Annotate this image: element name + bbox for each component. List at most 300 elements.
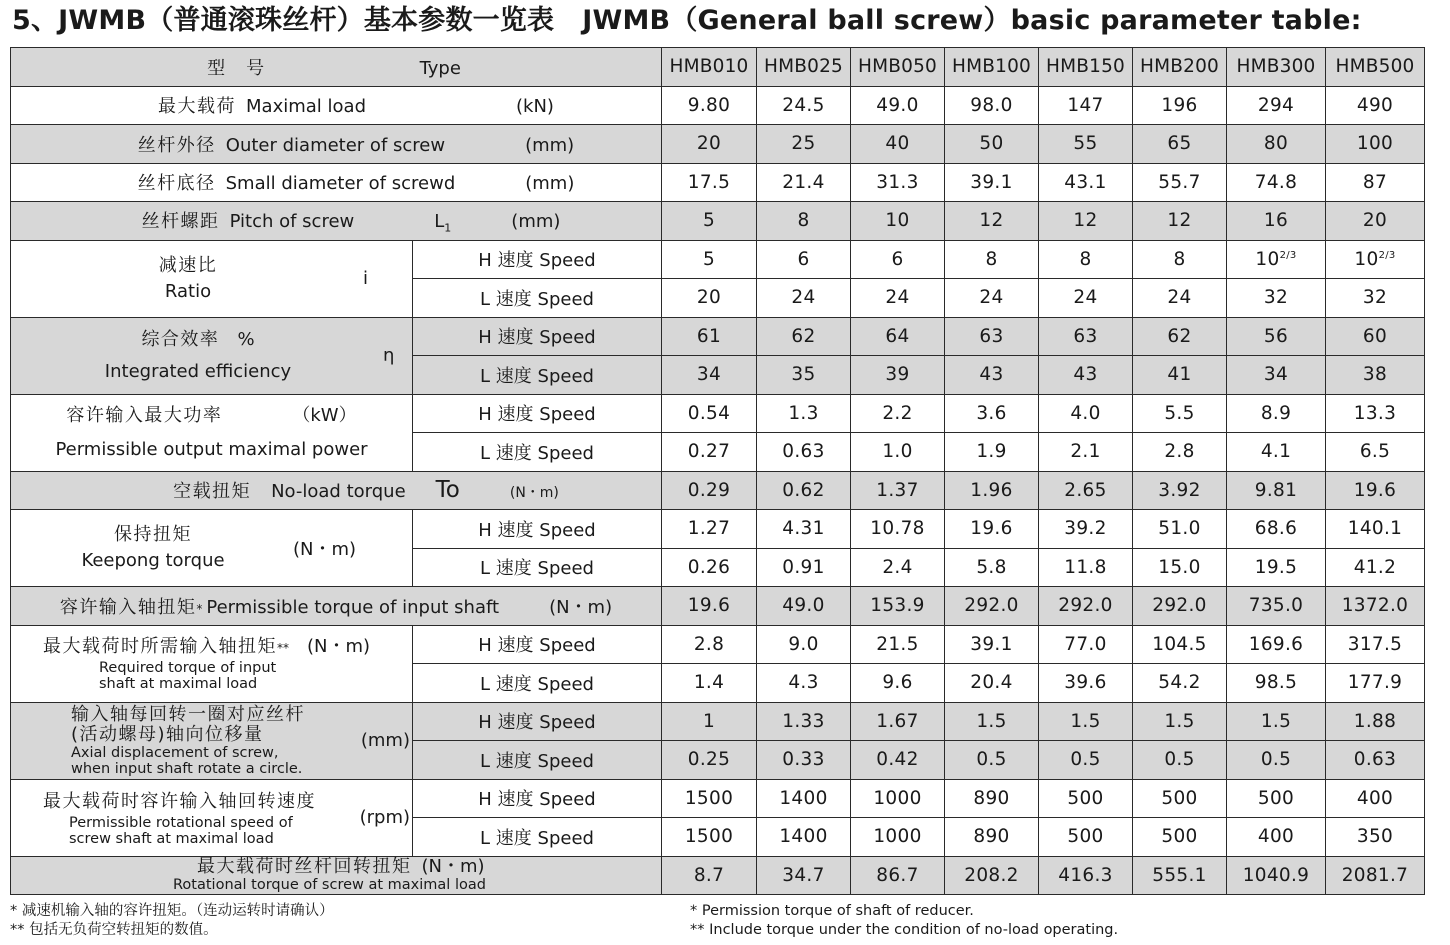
fraction-text: 2/3: [1279, 250, 1297, 262]
axial_disp-l-value-2: [851, 741, 945, 780]
value-cell-text: 208.2: [964, 864, 1019, 886]
value-cell-text: 10: [1255, 249, 1280, 271]
ratio-l-value-2: [851, 279, 945, 318]
outer_diameter-values-value-4: [1039, 125, 1133, 164]
required_torque-h-value-6: [1227, 625, 1326, 664]
ratio-h-value-1: [757, 240, 851, 279]
max_power-label: [11, 394, 413, 471]
label-unit: (mm): [511, 210, 561, 232]
label-symbol: i: [363, 268, 369, 289]
value-cell-text: 1000: [873, 826, 922, 848]
value-cell-text: 0.25: [687, 749, 731, 771]
value-cell-text: 0.62: [782, 479, 825, 501]
ratio-h-value-2: [851, 240, 945, 279]
footnote-cn-1: * 减速机输入轴的容许扭矩。（连动运转时请确认）: [10, 903, 334, 919]
small_diameter-values-value-4: [1039, 163, 1133, 202]
max_power-l-value-0: [662, 433, 757, 472]
table-row: [11, 394, 1425, 433]
model-name: HMB010: [669, 56, 749, 78]
title-en: JWMB（General ball screw）basic parameter table:: [582, 5, 1362, 36]
axial_disp-h-value-7: [1326, 702, 1425, 741]
label-symbol: L: [434, 210, 445, 232]
noload_torque-label: [11, 471, 662, 510]
label-unit: （kW）: [292, 404, 357, 426]
max_power-speed-h: [413, 394, 662, 433]
efficiency-l-value-5: [1133, 356, 1227, 395]
label-pct: %: [237, 328, 255, 350]
label-symbol: To: [435, 477, 460, 504]
efficiency-h-value-2: [851, 317, 945, 356]
value-cell-text: 8: [1079, 249, 1092, 271]
speed-l-label: L 速度 Speed: [480, 673, 594, 695]
pitch-values-value-3: [945, 202, 1039, 241]
value-cell-text: 1.0: [882, 441, 913, 463]
model-header-3: [945, 48, 1039, 87]
rot_speed-l-value-4: [1039, 818, 1133, 857]
value-cell-text: 890: [973, 787, 1010, 809]
value-cell-text: 55: [1073, 133, 1098, 155]
label-unit: (N・m): [293, 539, 357, 560]
speed-h-label: H 速度 Speed: [478, 712, 596, 734]
value-cell-text: 1.3: [788, 402, 819, 424]
value-cell-text: 43: [979, 364, 1004, 386]
label-cn: 容许输入轴扭矩: [59, 596, 197, 618]
input_torque-values-value-4: [1039, 587, 1133, 626]
value-cell-text: 104.5: [1152, 633, 1207, 655]
speed-h-label: H 速度 Speed: [478, 404, 596, 426]
input_torque-values-value-2: [851, 587, 945, 626]
value-cell-text: 400: [1257, 826, 1295, 848]
value-cell-text: 65: [1167, 133, 1192, 155]
required_torque-label: [11, 625, 413, 702]
value-cell-text: 39: [885, 364, 910, 386]
value-cell-text: 20: [1362, 210, 1388, 232]
value-cell-text: 1.88: [1353, 710, 1397, 732]
ratio-speed-h: [413, 240, 662, 279]
max_load-values-value-4: [1039, 86, 1133, 125]
value-cell-text: 19.6: [970, 518, 1013, 540]
speed-l-label: L 速度 Speed: [480, 365, 594, 387]
value-cell-text: 153.9: [870, 595, 925, 617]
axial_disp-h-value-2: [851, 702, 945, 741]
small_diameter-label: [11, 163, 662, 202]
value-cell-text: 0.27: [687, 441, 731, 463]
label-en: No-load torque: [271, 481, 406, 503]
value-cell-text: 43: [1073, 364, 1098, 386]
label-cn: 最大载荷时丝杆回转扭矩: [197, 856, 412, 878]
label-cn: 空载扭矩: [173, 481, 252, 503]
required_torque-l-value-4: [1039, 664, 1133, 703]
value-cell-text: 55.7: [1158, 171, 1201, 193]
table-row: [11, 163, 1425, 202]
label-cn: 最大载荷时所需输入轴扭矩: [43, 636, 277, 657]
value-cell-text: 0.33: [782, 749, 825, 771]
value-cell-text: 890: [973, 826, 1010, 848]
value-cell-text: 1400: [779, 826, 828, 848]
table-row: [11, 510, 1425, 549]
keeping_torque-h-value-5: [1133, 510, 1227, 549]
max_power-l-value-3: [945, 433, 1039, 472]
input_torque-values-value-6: [1227, 587, 1326, 626]
small_diameter-values-value-6: [1227, 163, 1326, 202]
table-row: [11, 471, 1425, 510]
value-cell-text: 1400: [779, 787, 828, 809]
type-en: Type: [419, 57, 461, 79]
ratio-speed-l: [413, 279, 662, 318]
axial_disp-h-value-5: [1133, 702, 1227, 741]
value-cell-text: 5: [702, 249, 716, 271]
noload_torque-values-value-7: [1326, 471, 1425, 510]
max_load-values-value-7: [1326, 86, 1425, 125]
outer_diameter-label: [11, 125, 662, 164]
rot_speed-h-value-1: [757, 779, 851, 818]
value-cell-text: 1.5: [976, 710, 1007, 732]
value-cell-text: 20.4: [970, 672, 1013, 694]
value-cell-text: 1372.0: [1341, 595, 1409, 617]
required_torque-h-value-7: [1326, 625, 1425, 664]
value-cell-text: 19.6: [687, 595, 731, 617]
ratio-l-value-7: [1326, 279, 1425, 318]
max_power-l-value-4: [1039, 433, 1133, 472]
label-en-2: screw shaft at maximal load: [69, 830, 274, 847]
max_power-h-value-1: [757, 394, 851, 433]
value-cell-text: 0.5: [1070, 749, 1101, 771]
rot_speed-l-value-6: [1227, 818, 1326, 857]
value-cell-text: 0.63: [1353, 749, 1397, 771]
axial_disp-h-value-4: [1039, 702, 1133, 741]
rot_torque-values-value-2: [851, 856, 945, 895]
max_power-h-value-6: [1227, 394, 1326, 433]
value-cell-text: 10.78: [870, 518, 925, 540]
keeping_torque-l-value-0: [662, 548, 757, 587]
efficiency-h-value-6: [1227, 317, 1326, 356]
label-unit: (N・m): [307, 636, 371, 657]
input_torque-label: [11, 587, 662, 626]
pitch-values-value-1: [757, 202, 851, 241]
value-cell-text: 24: [885, 287, 910, 309]
ratio-label: [11, 240, 413, 317]
axial_disp-l-value-3: [945, 741, 1039, 780]
outer_diameter-values-value-2: [851, 125, 945, 164]
axial_disp-h-value-3: [945, 702, 1039, 741]
keeping_torque-h-value-0: [662, 510, 757, 549]
table-row: [11, 702, 1425, 741]
value-cell-text: 0.42: [876, 749, 919, 771]
max_load-values-value-3: [945, 86, 1039, 125]
efficiency-l-value-3: [945, 356, 1039, 395]
rot_torque-values-value-0: [662, 856, 757, 895]
keeping_torque-h-value-7: [1326, 510, 1425, 549]
value-cell-text: 735.0: [1248, 595, 1304, 617]
value-cell-text: 9.0: [788, 633, 819, 655]
outer_diameter-values-value-5: [1133, 125, 1227, 164]
axial_disp-h-value-1: [757, 702, 851, 741]
value-cell-text: 34: [1263, 364, 1289, 386]
small_diameter-values-value-1: [757, 163, 851, 202]
keeping_torque-l-value-2: [851, 548, 945, 587]
value-cell-text: 24.5: [782, 94, 825, 116]
parameter-table-body: [11, 48, 1425, 895]
label-subscript: 1: [444, 221, 452, 235]
value-cell-text: 68.6: [1254, 518, 1298, 540]
value-cell-text: 13.3: [1353, 402, 1397, 424]
speed-l-label: L 速度 Speed: [480, 827, 594, 849]
max_load-values-value-0: [662, 86, 757, 125]
label-en-1: Axial displacement of screw,: [71, 744, 279, 761]
value-cell-text: 38: [1362, 364, 1388, 386]
ratio-h-value-0: [662, 240, 757, 279]
value-cell-text: 39.2: [1064, 518, 1107, 540]
required_torque-h-value-1: [757, 625, 851, 664]
value-cell-text: 16: [1263, 210, 1289, 232]
keeping_torque-h-value-4: [1039, 510, 1133, 549]
axial_disp-l-value-4: [1039, 741, 1133, 780]
efficiency-h-value-0: [662, 317, 757, 356]
outer_diameter-values-value-7: [1326, 125, 1425, 164]
axial_disp-h-value-6: [1227, 702, 1326, 741]
small_diameter-values-value-7: [1326, 163, 1425, 202]
ratio-l-value-0: [662, 279, 757, 318]
noload_torque-values-value-2: [851, 471, 945, 510]
label-en: Rotational torque of screw at maximal load: [173, 877, 486, 894]
value-cell-text: 8.9: [1260, 402, 1292, 424]
value-cell-text: 51.0: [1158, 518, 1201, 540]
axial_disp-h-value-0: [662, 702, 757, 741]
table-row: [11, 125, 1425, 164]
axial_disp-l-value-6: [1227, 741, 1326, 780]
rot_speed-h-value-7: [1326, 779, 1425, 818]
table-row: [11, 587, 1425, 626]
required_torque-l-value-7: [1326, 664, 1425, 703]
value-cell-text: 147: [1067, 94, 1104, 116]
rot_torque-values-value-7: [1326, 856, 1425, 895]
keeping_torque-speed-l: [413, 548, 662, 587]
keeping_torque-h-value-6: [1227, 510, 1326, 549]
required_torque-h-value-0: [662, 625, 757, 664]
max_power-h-value-7: [1326, 394, 1425, 433]
ratio-h-value-5: [1133, 240, 1227, 279]
value-cell-text: 61: [696, 325, 722, 347]
noload_torque-values-value-4: [1039, 471, 1133, 510]
max_power-l-value-2: [851, 433, 945, 472]
pitch-values-value-6: [1227, 202, 1326, 241]
input_torque-values-value-5: [1133, 587, 1227, 626]
speed-h-label: H 速度 Speed: [478, 327, 596, 349]
value-cell-text: 77.0: [1064, 633, 1107, 655]
footnote-en-1: * Permission torque of shaft of reducer.: [690, 903, 974, 919]
rot_torque-values-value-5: [1133, 856, 1227, 895]
required_torque-h-value-3: [945, 625, 1039, 664]
rot_speed-speed-h: [413, 779, 662, 818]
footnote-en-2: ** Include torque under the condition of no-load operating.: [690, 922, 1119, 938]
value-cell-text: 0.5: [976, 749, 1007, 771]
efficiency-speed-l: [413, 356, 662, 395]
keeping_torque-h-value-1: [757, 510, 851, 549]
required_torque-l-value-6: [1227, 664, 1326, 703]
value-cell-text: 2.1: [1070, 441, 1101, 463]
label-cn: 最大载荷: [158, 96, 237, 118]
value-cell-text: 140.1: [1347, 518, 1403, 540]
value-cell-text: 15.0: [1158, 556, 1201, 578]
label-en-2: shaft at maximal load: [99, 676, 258, 692]
value-cell-text: 63: [1073, 325, 1098, 347]
pitch-values-value-7: [1326, 202, 1425, 241]
ratio-l-value-1: [757, 279, 851, 318]
value-cell-text: 62: [791, 325, 816, 347]
value-cell-text: 8.7: [693, 864, 725, 886]
label-en: Keepong torque: [81, 550, 225, 571]
page-title: [12, 2, 1442, 40]
max_load-values-value-5: [1133, 86, 1227, 125]
speed-h-label: H 速度 Speed: [478, 635, 596, 657]
model-header-0: [662, 48, 757, 87]
label-en-1: Required torque of input: [99, 660, 277, 676]
value-cell-text: 39.1: [970, 171, 1013, 193]
speed-h-label: H 速度 Speed: [478, 519, 596, 541]
value-cell-text: 32: [1263, 287, 1289, 309]
keeping_torque-l-value-7: [1326, 548, 1425, 587]
value-cell-text: 4.31: [782, 518, 825, 540]
max_power-l-value-6: [1227, 433, 1326, 472]
value-cell-text: 8: [797, 210, 810, 232]
value-cell-text: 1.9: [976, 441, 1007, 463]
speed-h-label: H 速度 Speed: [478, 789, 596, 811]
table-row: [11, 856, 1425, 895]
max_power-h-value-2: [851, 394, 945, 433]
value-cell-text: 0.91: [782, 556, 825, 578]
value-cell-text: 10: [885, 210, 910, 232]
noload_torque-values-value-5: [1133, 471, 1227, 510]
fraction-text: 2/3: [1378, 250, 1396, 262]
value-cell-text: 4.0: [1070, 402, 1101, 424]
speed-l-label: L 速度 Speed: [480, 288, 594, 310]
label-cn-1: 输入轴每回转一圈对应丝杆: [71, 703, 305, 725]
label-cn: 容许输入最大功率: [66, 404, 223, 426]
max_power-h-value-3: [945, 394, 1039, 433]
value-cell-text: 169.6: [1248, 633, 1304, 655]
label-en: Small diameter of screw: [225, 173, 444, 195]
outer_diameter-values-value-3: [945, 125, 1039, 164]
model-header-2: [851, 48, 945, 87]
required_torque-l-value-3: [945, 664, 1039, 703]
value-cell-text: 0.5: [1260, 749, 1292, 771]
label-symbol: d: [443, 173, 456, 195]
efficiency-h-value-3: [945, 317, 1039, 356]
value-cell-text: 0.5: [1164, 749, 1195, 771]
value-cell-text: 80: [1263, 133, 1289, 155]
axial_disp-l-value-0: [662, 741, 757, 780]
rot_torque-label: [11, 856, 662, 895]
parameter-table: [10, 47, 1425, 895]
value-cell-text: 0.29: [687, 479, 731, 501]
ratio-h-value-6: [1227, 240, 1326, 279]
efficiency-h-value-1: [757, 317, 851, 356]
rot_speed-l-value-2: [851, 818, 945, 857]
pitch-values-value-4: [1039, 202, 1133, 241]
value-cell-text: 500: [1161, 787, 1198, 809]
value-cell-text: 1.67: [876, 710, 919, 732]
value-cell-text: 74.8: [1254, 171, 1298, 193]
value-cell-text: 1.5: [1070, 710, 1101, 732]
model-name: HMB050: [857, 56, 938, 78]
value-cell-text: 24: [1167, 287, 1192, 309]
small_diameter-values-value-0: [662, 163, 757, 202]
value-cell-text: 1.33: [782, 710, 825, 732]
value-cell-text: 3.92: [1158, 479, 1201, 501]
value-cell-text: 0.54: [687, 402, 731, 424]
value-cell-text: 34: [696, 364, 722, 386]
value-cell-text: 292.0: [964, 595, 1019, 617]
table-row: [11, 202, 1425, 241]
value-cell-text: 12: [1073, 210, 1098, 232]
value-cell-text: 9.80: [687, 94, 731, 116]
footnote-cn-2: ** 包括无负荷空转扭矩的数值。: [10, 922, 218, 938]
rot_speed-l-value-3: [945, 818, 1039, 857]
small_diameter-values-value-2: [851, 163, 945, 202]
value-cell-text: 2.4: [882, 556, 913, 578]
ratio-l-value-4: [1039, 279, 1133, 318]
type-cn: 型 号: [207, 57, 266, 79]
model-name: HMB100: [951, 56, 1032, 78]
value-cell-text: 100: [1356, 133, 1394, 155]
value-cell-text: 555.1: [1152, 864, 1207, 886]
value-cell-text: 31.3: [876, 171, 919, 193]
value-cell-text: 9.6: [882, 672, 913, 694]
label-cn: 综合效率: [141, 328, 220, 350]
value-cell-text: 0.63: [782, 441, 825, 463]
label-cn: 保持扭矩: [114, 524, 192, 545]
value-cell-text: 24: [979, 287, 1004, 309]
required_torque-h-value-5: [1133, 625, 1227, 664]
label-cn: 丝杆螺距: [141, 210, 220, 232]
speed-l-label: L 速度 Speed: [480, 442, 594, 464]
rot_speed-h-value-0: [662, 779, 757, 818]
value-cell-text: 1.5: [1260, 710, 1292, 732]
value-cell-text: 50: [979, 133, 1004, 155]
max_load-values-value-2: [851, 86, 945, 125]
value-cell-text: 4.1: [1260, 441, 1292, 463]
small_diameter-values-value-5: [1133, 163, 1227, 202]
model-name: HMB300: [1236, 56, 1316, 78]
model-name: HMB200: [1139, 56, 1220, 78]
value-cell-text: 5.5: [1164, 402, 1195, 424]
value-cell-text: 1000: [873, 787, 922, 809]
efficiency-l-value-6: [1227, 356, 1326, 395]
axial_disp-l-value-5: [1133, 741, 1227, 780]
value-cell-text: 1.5: [1164, 710, 1195, 732]
value-cell-text: 60: [1362, 325, 1388, 347]
rot_torque-values-value-4: [1039, 856, 1133, 895]
axial_disp-l-value-1: [757, 741, 851, 780]
value-cell-text: 11.8: [1064, 556, 1107, 578]
ratio-l-value-5: [1133, 279, 1227, 318]
required_torque-speed-h: [413, 625, 662, 664]
value-cell-text: 6: [891, 249, 904, 271]
label-en-2: when input shaft rotate a circle.: [71, 760, 303, 777]
max_load-values-value-1: [757, 86, 851, 125]
value-cell-text: 1040.9: [1242, 864, 1310, 886]
value-cell-text: 2.8: [693, 633, 725, 655]
required_torque-speed-l: [413, 664, 662, 703]
label-en: Outer diameter of screw: [225, 134, 446, 156]
efficiency-l-value-2: [851, 356, 945, 395]
value-cell-text: 2.65: [1064, 479, 1107, 501]
value-cell-text: 2.8: [1164, 441, 1195, 463]
rot_torque-values-value-1: [757, 856, 851, 895]
value-cell-text: 24: [791, 287, 816, 309]
value-cell-text: 25: [791, 133, 816, 155]
label-unit: (kN): [516, 96, 554, 118]
